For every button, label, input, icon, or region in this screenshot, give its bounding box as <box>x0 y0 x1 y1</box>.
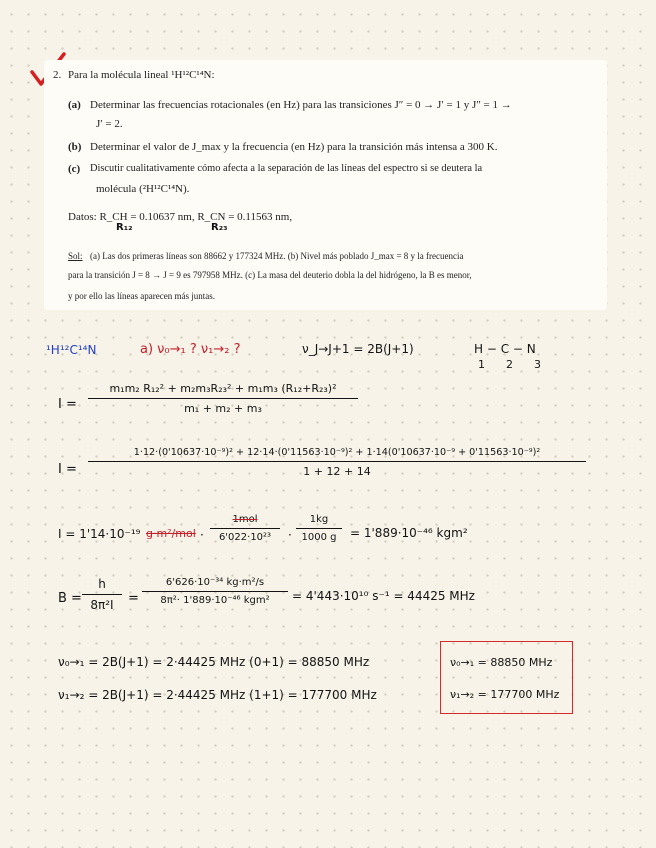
part-a-text-line2: J′ = 2. <box>96 118 123 130</box>
final-answer-box <box>440 641 573 714</box>
solution-line1: (a) Las dos primeras líneas son 88662 y 177324 MHz. (b) Nivel más poblado J_max = 8 y la frecuencia <box>90 251 464 261</box>
b-definition-fraction <box>82 577 122 612</box>
part-b-label: (b) <box>68 141 82 153</box>
inertia-formula-fraction <box>88 382 358 415</box>
b-numeric-fraction <box>142 577 288 606</box>
solution-line3: y por ello las líneas aparecen más juntas. <box>68 291 215 301</box>
answer-nu01: ν₀→₁ = 88850 MHz <box>450 656 553 669</box>
mass-conversion-denominator: 1000 g <box>301 532 337 543</box>
mol-conversion-denominator: 6'022·10²³ <box>218 532 272 543</box>
nu01-calculation: ν₀→₁ = 2B(J+1) = 2·44425 MHz (0+1) = 88850 MHz <box>58 655 370 669</box>
solution-line2: para la transición J = 8 → J = 9 es 797958 MHz. (c) La masa del deuterio dobla la del hidrógeno, la B es menor, <box>68 270 472 280</box>
solution-label: Sol: <box>68 251 83 261</box>
multiply-dot-2: · <box>288 528 292 542</box>
hcn-atom-numbers: 1 2 3 <box>478 358 541 371</box>
part-a-label: (a) <box>68 99 81 111</box>
b-lhs: B = <box>58 591 82 606</box>
mass-conversion-numerator: 1kg <box>309 514 329 525</box>
inertia-substitution-numerator: 1·12·(0'10637·10⁻⁹)² + 12·14·(0'11563·10⁻⁹)² + 1·14(0'10637·10⁻⁹ + 0'11563·10⁻⁹)² <box>133 447 541 458</box>
part-c-label: (c) <box>68 163 81 175</box>
transition-formula: ν_J→J+1 = 2B(J+1) <box>302 342 414 356</box>
part-c-text-line2: molécula (²H¹²C¹⁴N). <box>96 183 190 195</box>
part-c-text-line1: Discutir cualitativamente cómo afecta a la separación de las líneas del espectro si se deutera la <box>90 163 483 174</box>
mass-conversion-fraction <box>296 514 342 543</box>
b-equals: = <box>128 591 139 606</box>
r23-annotation: R₂₃ <box>211 222 228 233</box>
problem-intro: Para la molécula lineal ¹H¹²C¹⁴N: <box>68 69 215 81</box>
r12-annotation: R₁₂ <box>116 222 133 233</box>
inertia-lhs-2: I = <box>58 462 77 477</box>
inertia-unit-cancelled: g·m²/mol <box>146 527 196 540</box>
b-numeric-denominator: 8π²· 1'889·10⁻⁴⁶ kgm² <box>160 595 270 606</box>
inertia-numerator: m₁m₂ R₁₂² + m₂m₃R₂₃² + m₁m₃ (R₁₂+R₂₃)² <box>109 382 337 395</box>
nu12-calculation: ν₁→₂ = 2B(J+1) = 2·44425 MHz (1+1) = 177700 MHz <box>58 688 377 702</box>
data-line: Datos: R_CH = 0.10637 nm, R_CN = 0.11563 nm, <box>68 211 293 223</box>
hcn-atoms: H − C − N <box>474 342 536 356</box>
problem-number: 2. <box>53 69 62 81</box>
inertia-substitution-fraction <box>88 447 586 478</box>
answer-nu12: ν₁→₂ = 177700 MHz <box>450 688 560 701</box>
b-definition-denominator: 8π²I <box>90 598 114 612</box>
inertia-lhs: I = <box>58 397 77 412</box>
mol-conversion-fraction <box>210 514 280 543</box>
inertia-substitution-denominator: 1 + 12 + 14 <box>303 465 371 478</box>
part-b-text-line1: Determinar el valor de J_max y la frecuencia (en Hz) para la transición más intensa a 300 K. <box>90 141 498 153</box>
b-numeric-numerator: 6'626·10⁻³⁴ kg·m²/s <box>165 577 265 588</box>
inertia-value: I = 1'14·10⁻¹⁹ <box>58 527 141 541</box>
b-result: = 4'443·10¹⁰ s⁻¹ = 44425 MHz <box>292 589 475 603</box>
mol-conversion-numerator: 1mol <box>232 514 258 525</box>
b-definition-numerator: h <box>98 577 106 591</box>
molecule-label: ¹H¹²C¹⁴N <box>46 343 97 357</box>
multiply-dot-1: · <box>200 528 204 542</box>
inertia-final-result: = 1'889·10⁻⁴⁶ kgm² <box>350 526 468 540</box>
inertia-denominator: m₁ + m₂ + m₃ <box>184 402 262 415</box>
part-a-text-line1: Determinar las frecuencias rotacionales (en Hz) para las transiciones J″ = 0 → J′ = 1 y J″ = 1 → <box>90 99 512 111</box>
part-a-question: a) ν₀→₁ ? ν₁→₂ ? <box>140 342 241 357</box>
